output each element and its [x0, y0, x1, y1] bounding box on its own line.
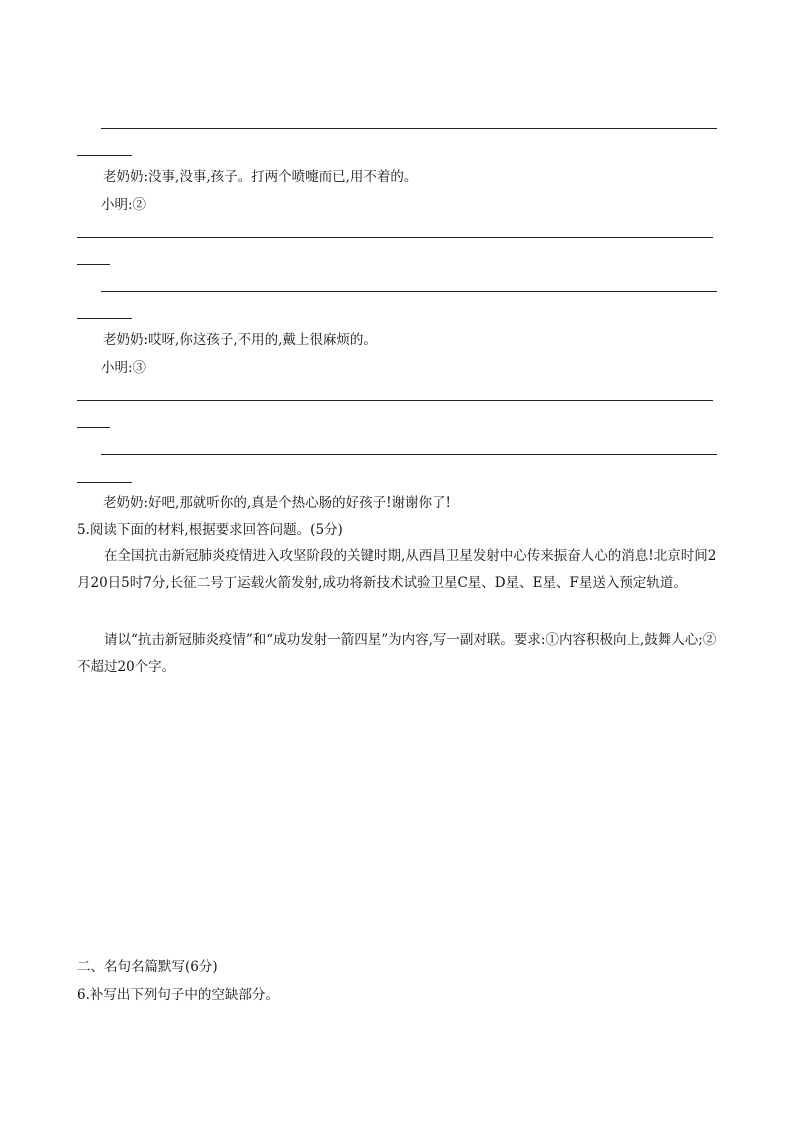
dialogue-grandma-3: 老奶奶:好吧,那就听你的,真是个热心肠的好孩子!谢谢你了!: [103, 495, 451, 511]
answer-line[interactable]: [101, 454, 717, 455]
dialogue-ming-3: 小明:③: [101, 360, 147, 376]
answer-line-short[interactable]: [77, 427, 110, 428]
question-5-requirement: 请以“抗击新冠肺炎疫情”和“成功发射一箭四星”为内容,写一副对联。要求:①内容积极向上,鼓舞人心;②不超过20个字。: [77, 632, 717, 675]
answer-line-short[interactable]: [77, 318, 132, 319]
dialogue-ming-2: 小明:②: [101, 197, 147, 213]
answer-line[interactable]: [77, 237, 713, 238]
answer-line-short[interactable]: [77, 155, 132, 156]
dialogue-grandma-1: 老奶奶:没事,没事,孩子。打两个喷嚏而已,用不着的。: [103, 169, 418, 185]
dialogue-grandma-2: 老奶奶:哎呀,你这孩子,不用的,戴上很麻烦的。: [103, 332, 377, 348]
answer-line-short[interactable]: [77, 482, 132, 483]
answer-line[interactable]: [101, 128, 717, 129]
answer-line-short[interactable]: [77, 264, 110, 265]
section-2-title: 二、名句名篇默写(6分): [77, 959, 218, 975]
answer-line[interactable]: [77, 400, 713, 401]
question-5-title: 5.阅读下面的材料,根据要求回答问题。(5分): [77, 522, 343, 538]
question-6-title: 6.补写出下列句子中的空缺部分。: [77, 987, 279, 1003]
question-5-material: 在全国抗击新冠肺炎疫情进入攻坚阶段的关键时期,从西昌卫星发射中心传来振奋人心的消息!北京时间2月20日5时7分,长征二号丁运载火箭发射,成功将新技术试验卫星C星、D星、E星、F星送入预定轨道。: [77, 548, 717, 591]
answer-line[interactable]: [101, 291, 717, 292]
